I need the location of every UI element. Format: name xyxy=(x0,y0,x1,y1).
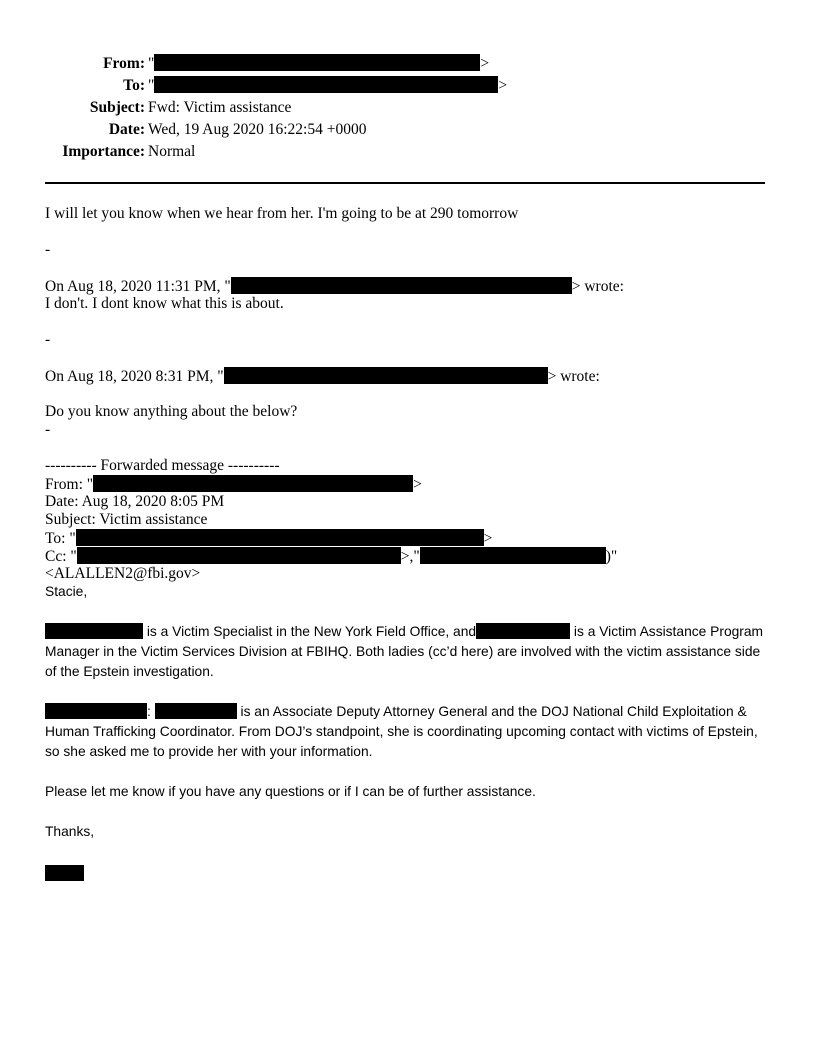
redaction-box xyxy=(45,703,147,719)
paragraph-text: is an Associate Deputy Attorney General and the DOJ National Child Exploitation & Human Trafficking Coordinator. From DOJ’s standpoint, she is coordinating upcoming contact with victims of Epstein, so she asked me to provide her with your information. xyxy=(45,704,758,759)
cc-suffix: )" xyxy=(605,548,618,565)
redaction-box xyxy=(77,547,401,564)
paragraph-text: is a Victim Assistance Program Manager in the Victim Services Division at FBIHQ. Both ladies (cc’d here) are involved with the victim assistance side of the Epstein investigation. xyxy=(45,624,764,679)
header-to-row xyxy=(45,75,507,97)
quote: " xyxy=(148,55,155,72)
paragraph-1 xyxy=(45,622,765,682)
redaction-box xyxy=(476,623,570,639)
reply-attribution xyxy=(45,277,624,296)
attribution-prefix: On Aug 18, 2020 11:31 PM, " xyxy=(45,278,231,295)
forwarded-date: Date: Aug 18, 2020 8:05 PM xyxy=(45,493,225,510)
header-subject-row xyxy=(45,97,507,119)
importance-label: Importance: xyxy=(62,143,145,160)
redaction-box xyxy=(154,54,480,71)
reply-attribution xyxy=(45,367,600,386)
paragraph-2 xyxy=(45,702,765,762)
attribution-suffix: > wrote: xyxy=(571,278,624,295)
cc-separator: >," xyxy=(400,548,420,565)
forwarded-cc xyxy=(45,547,617,566)
redaction-box xyxy=(420,547,606,564)
closing: Thanks, xyxy=(45,824,95,839)
angle-close: > xyxy=(413,476,422,493)
header-importance-row xyxy=(45,141,507,163)
redaction-box xyxy=(231,277,572,294)
header-date-row xyxy=(45,119,507,141)
angle-close: > xyxy=(483,530,493,547)
to-prefix: To: " xyxy=(45,530,76,547)
redaction-box xyxy=(154,76,498,93)
forwarded-subject: Subject: Victim assistance xyxy=(45,511,208,528)
reply-line: Do you know anything about the below? xyxy=(45,403,298,420)
reply-line: I will let you know when we hear from her. I'm going to be at 290 tomorrow xyxy=(45,205,519,222)
redaction-box xyxy=(155,703,237,719)
email-header xyxy=(45,53,507,163)
redaction-box xyxy=(224,367,548,384)
signature-redaction xyxy=(45,865,84,881)
quote: " xyxy=(148,77,155,94)
angle-close: > xyxy=(480,55,490,72)
date-value: Wed, 19 Aug 2020 16:22:54 +0000 xyxy=(148,121,367,138)
forwarded-to xyxy=(45,529,492,548)
redaction-box xyxy=(45,623,143,639)
date-label: Date: xyxy=(108,121,145,138)
forwarded-cc-email: <ALALLEN2@fbi.gov> xyxy=(45,565,201,582)
subject-label: Subject: xyxy=(89,99,145,116)
dash-separator: - xyxy=(45,421,51,438)
header-divider xyxy=(45,182,765,184)
paragraph-text: : xyxy=(147,704,155,719)
paragraph-text: is a Victim Specialist in the New York Field Office, and xyxy=(143,624,477,639)
paragraph-3: Please let me know if you have any questions or if I can be of further assistance. xyxy=(45,784,536,799)
from-label: From: xyxy=(103,55,145,72)
from-prefix: From: " xyxy=(45,476,94,493)
header-from-row xyxy=(45,53,507,75)
to-label: To: xyxy=(123,77,145,94)
attribution-suffix: > wrote: xyxy=(547,368,600,385)
forwarded-separator: ---------- Forwarded message ---------- xyxy=(45,457,280,474)
dash-separator: - xyxy=(45,331,51,348)
greeting: Stacie, xyxy=(45,584,88,599)
forwarded-from xyxy=(45,475,422,494)
redaction-box xyxy=(76,529,484,546)
cc-prefix: Cc: " xyxy=(45,548,77,565)
dash-separator: - xyxy=(45,241,51,258)
to-value xyxy=(148,75,507,97)
attribution-prefix: On Aug 18, 2020 8:31 PM, " xyxy=(45,368,224,385)
redaction-box xyxy=(93,475,413,492)
subject-value: Fwd: Victim assistance xyxy=(148,99,292,116)
from-value xyxy=(148,53,489,75)
importance-value: Normal xyxy=(148,143,196,160)
angle-close: > xyxy=(498,77,508,94)
reply-line: I don't. I dont know what this is about. xyxy=(45,295,284,312)
